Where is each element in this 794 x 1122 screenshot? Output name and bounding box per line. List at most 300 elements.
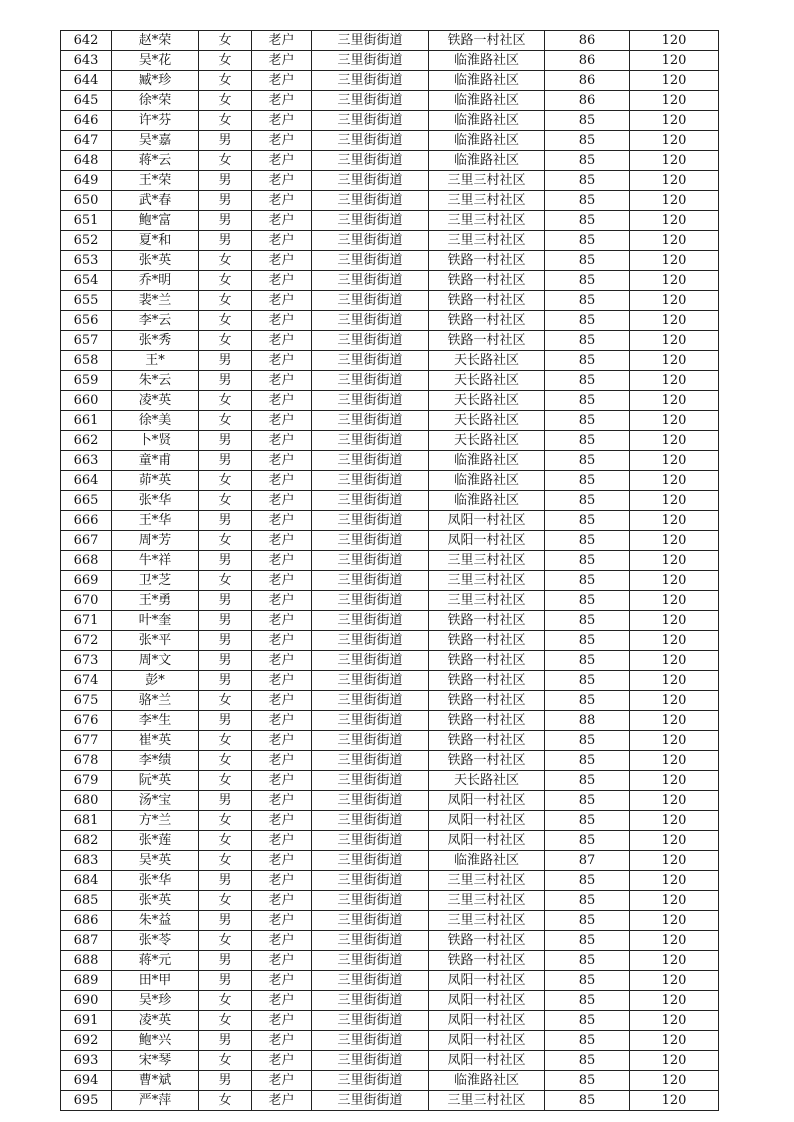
- name-cell: 田*甲: [112, 971, 199, 991]
- street-cell: 三里街街道: [312, 551, 429, 571]
- amount-cell: 120: [630, 331, 719, 351]
- community-cell: 临淮路社区: [429, 851, 545, 871]
- table-row: [61, 1091, 719, 1111]
- amount-cell: 120: [630, 131, 719, 151]
- gender-cell: 女: [199, 31, 252, 51]
- street-cell: 三里街街道: [312, 651, 429, 671]
- age-cell: 85: [545, 491, 630, 511]
- name-cell: 王*: [112, 351, 199, 371]
- name-cell: 周*文: [112, 651, 199, 671]
- age-cell: 85: [545, 1071, 630, 1091]
- row-number-cell: 655: [61, 291, 112, 311]
- amount-cell: 120: [630, 51, 719, 71]
- table-row: [61, 211, 719, 231]
- street-cell: 三里街街道: [312, 91, 429, 111]
- gender-cell: 男: [199, 631, 252, 651]
- amount-cell: 120: [630, 311, 719, 331]
- household-type-cell: 老户: [252, 671, 312, 691]
- row-number-cell: 648: [61, 151, 112, 171]
- community-cell: 凤阳一村社区: [429, 511, 545, 531]
- amount-cell: 120: [630, 151, 719, 171]
- household-type-cell: 老户: [252, 411, 312, 431]
- street-cell: 三里街街道: [312, 251, 429, 271]
- name-cell: 彭*: [112, 671, 199, 691]
- community-cell: 三里三村社区: [429, 1091, 545, 1111]
- table-row: [61, 291, 719, 311]
- age-cell: 85: [545, 211, 630, 231]
- table-row: [61, 611, 719, 631]
- community-cell: 铁路一村社区: [429, 251, 545, 271]
- row-number-cell: 695: [61, 1091, 112, 1111]
- table-row: [61, 1051, 719, 1071]
- name-cell: 李*生: [112, 711, 199, 731]
- household-type-cell: 老户: [252, 331, 312, 351]
- name-cell: 鲍*兴: [112, 1031, 199, 1051]
- community-cell: 铁路一村社区: [429, 751, 545, 771]
- age-cell: 85: [545, 1011, 630, 1031]
- table-row: [61, 311, 719, 331]
- row-number-cell: 679: [61, 771, 112, 791]
- street-cell: 三里街街道: [312, 751, 429, 771]
- table-row: [61, 331, 719, 351]
- street-cell: 三里街街道: [312, 1011, 429, 1031]
- gender-cell: 女: [199, 111, 252, 131]
- name-cell: 骆*兰: [112, 691, 199, 711]
- row-number-cell: 692: [61, 1031, 112, 1051]
- household-type-cell: 老户: [252, 291, 312, 311]
- household-type-cell: 老户: [252, 251, 312, 271]
- row-number-cell: 681: [61, 811, 112, 831]
- gender-cell: 男: [199, 231, 252, 251]
- row-number-cell: 694: [61, 1071, 112, 1091]
- household-type-cell: 老户: [252, 531, 312, 551]
- community-cell: 铁路一村社区: [429, 731, 545, 751]
- name-cell: 汤*宝: [112, 791, 199, 811]
- gender-cell: 女: [199, 151, 252, 171]
- amount-cell: 120: [630, 651, 719, 671]
- row-number-cell: 687: [61, 931, 112, 951]
- table-row: [61, 891, 719, 911]
- table-row: [61, 31, 719, 51]
- row-number-cell: 642: [61, 31, 112, 51]
- gender-cell: 男: [199, 951, 252, 971]
- row-number-cell: 678: [61, 751, 112, 771]
- age-cell: 86: [545, 91, 630, 111]
- table-row: [61, 431, 719, 451]
- gender-cell: 女: [199, 691, 252, 711]
- table-row: [61, 631, 719, 651]
- name-cell: 裴*兰: [112, 291, 199, 311]
- gender-cell: 男: [199, 911, 252, 931]
- amount-cell: 120: [630, 91, 719, 111]
- age-cell: 88: [545, 711, 630, 731]
- community-cell: 铁路一村社区: [429, 611, 545, 631]
- gender-cell: 男: [199, 431, 252, 451]
- amount-cell: 120: [630, 551, 719, 571]
- gender-cell: 男: [199, 211, 252, 231]
- street-cell: 三里街街道: [312, 451, 429, 471]
- community-cell: 三里三村社区: [429, 571, 545, 591]
- community-cell: 铁路一村社区: [429, 691, 545, 711]
- street-cell: 三里街街道: [312, 211, 429, 231]
- gender-cell: 女: [199, 311, 252, 331]
- amount-cell: 120: [630, 731, 719, 751]
- age-cell: 85: [545, 391, 630, 411]
- amount-cell: 120: [630, 991, 719, 1011]
- age-cell: 85: [545, 751, 630, 771]
- row-number-cell: 666: [61, 511, 112, 531]
- amount-cell: 120: [630, 1031, 719, 1051]
- age-cell: 85: [545, 111, 630, 131]
- row-number-cell: 651: [61, 211, 112, 231]
- table-row: [61, 391, 719, 411]
- community-cell: 三里三村社区: [429, 551, 545, 571]
- age-cell: 85: [545, 151, 630, 171]
- community-cell: 铁路一村社区: [429, 931, 545, 951]
- table-row: [61, 571, 719, 591]
- household-type-cell: 老户: [252, 31, 312, 51]
- name-cell: 曹*斌: [112, 1071, 199, 1091]
- age-cell: 85: [545, 591, 630, 611]
- household-type-cell: 老户: [252, 1071, 312, 1091]
- street-cell: 三里街街道: [312, 1031, 429, 1051]
- household-type-cell: 老户: [252, 351, 312, 371]
- table-row: [61, 951, 719, 971]
- amount-cell: 120: [630, 711, 719, 731]
- table-row: [61, 251, 719, 271]
- name-cell: 王*勇: [112, 591, 199, 611]
- amount-cell: 120: [630, 271, 719, 291]
- amount-cell: 120: [630, 351, 719, 371]
- row-number-cell: 662: [61, 431, 112, 451]
- household-type-cell: 老户: [252, 751, 312, 771]
- age-cell: 85: [545, 471, 630, 491]
- age-cell: 85: [545, 631, 630, 651]
- household-type-cell: 老户: [252, 811, 312, 831]
- amount-cell: 120: [630, 791, 719, 811]
- community-cell: 凤阳一村社区: [429, 531, 545, 551]
- amount-cell: 120: [630, 411, 719, 431]
- street-cell: 三里街街道: [312, 191, 429, 211]
- row-number-cell: 685: [61, 891, 112, 911]
- table-row: [61, 151, 719, 171]
- name-cell: 卜*贤: [112, 431, 199, 451]
- household-type-cell: 老户: [252, 131, 312, 151]
- street-cell: 三里街街道: [312, 731, 429, 751]
- amount-cell: 120: [630, 211, 719, 231]
- name-cell: 张*英: [112, 251, 199, 271]
- age-cell: 85: [545, 411, 630, 431]
- gender-cell: 男: [199, 191, 252, 211]
- household-type-cell: 老户: [252, 791, 312, 811]
- community-cell: 三里三村社区: [429, 911, 545, 931]
- table-row: [61, 591, 719, 611]
- name-cell: 童*甫: [112, 451, 199, 471]
- amount-cell: 120: [630, 571, 719, 591]
- street-cell: 三里街街道: [312, 811, 429, 831]
- name-cell: 崔*英: [112, 731, 199, 751]
- gender-cell: 女: [199, 471, 252, 491]
- household-type-cell: 老户: [252, 451, 312, 471]
- age-cell: 85: [545, 191, 630, 211]
- age-cell: 87: [545, 851, 630, 871]
- street-cell: 三里街街道: [312, 1091, 429, 1111]
- row-number-cell: 675: [61, 691, 112, 711]
- age-cell: 85: [545, 991, 630, 1011]
- gender-cell: 女: [199, 271, 252, 291]
- row-number-cell: 688: [61, 951, 112, 971]
- street-cell: 三里街街道: [312, 891, 429, 911]
- row-number-cell: 657: [61, 331, 112, 351]
- amount-cell: 120: [630, 951, 719, 971]
- gender-cell: 男: [199, 511, 252, 531]
- table-row: [61, 731, 719, 751]
- gender-cell: 女: [199, 731, 252, 751]
- name-cell: 徐*荣: [112, 91, 199, 111]
- amount-cell: 120: [630, 611, 719, 631]
- age-cell: 85: [545, 611, 630, 631]
- table-row: [61, 1031, 719, 1051]
- age-cell: 85: [545, 251, 630, 271]
- table-row: [61, 531, 719, 551]
- amount-cell: 120: [630, 911, 719, 931]
- community-cell: 临淮路社区: [429, 151, 545, 171]
- household-type-cell: 老户: [252, 231, 312, 251]
- table-row: [61, 171, 719, 191]
- table-row: [61, 1011, 719, 1031]
- row-number-cell: 667: [61, 531, 112, 551]
- age-cell: 85: [545, 291, 630, 311]
- amount-cell: 120: [630, 1011, 719, 1031]
- household-type-cell: 老户: [252, 51, 312, 71]
- community-cell: 铁路一村社区: [429, 671, 545, 691]
- community-cell: 三里三村社区: [429, 871, 545, 891]
- gender-cell: 女: [199, 531, 252, 551]
- gender-cell: 男: [199, 451, 252, 471]
- amount-cell: 120: [630, 31, 719, 51]
- gender-cell: 女: [199, 851, 252, 871]
- household-type-cell: 老户: [252, 591, 312, 611]
- street-cell: 三里街街道: [312, 271, 429, 291]
- household-type-cell: 老户: [252, 211, 312, 231]
- table-row: [61, 191, 719, 211]
- name-cell: 臧*珍: [112, 71, 199, 91]
- street-cell: 三里街街道: [312, 1071, 429, 1091]
- household-type-cell: 老户: [252, 71, 312, 91]
- gender-cell: 女: [199, 411, 252, 431]
- age-cell: 85: [545, 951, 630, 971]
- name-cell: 张*平: [112, 631, 199, 651]
- table-row: [61, 351, 719, 371]
- table-row: [61, 271, 719, 291]
- community-cell: 三里三村社区: [429, 171, 545, 191]
- row-number-cell: 659: [61, 371, 112, 391]
- table-row: [61, 991, 719, 1011]
- community-cell: 铁路一村社区: [429, 31, 545, 51]
- name-cell: 夏*和: [112, 231, 199, 251]
- name-cell: 周*芳: [112, 531, 199, 551]
- amount-cell: 120: [630, 371, 719, 391]
- gender-cell: 女: [199, 71, 252, 91]
- age-cell: 85: [545, 931, 630, 951]
- community-cell: 天长路社区: [429, 371, 545, 391]
- row-number-cell: 661: [61, 411, 112, 431]
- street-cell: 三里街街道: [312, 931, 429, 951]
- amount-cell: 120: [630, 691, 719, 711]
- age-cell: 85: [545, 551, 630, 571]
- street-cell: 三里街街道: [312, 991, 429, 1011]
- household-type-cell: 老户: [252, 871, 312, 891]
- age-cell: 85: [545, 871, 630, 891]
- street-cell: 三里街街道: [312, 851, 429, 871]
- household-type-cell: 老户: [252, 1091, 312, 1111]
- street-cell: 三里街街道: [312, 431, 429, 451]
- age-cell: 85: [545, 511, 630, 531]
- community-cell: 凤阳一村社区: [429, 791, 545, 811]
- row-number-cell: 676: [61, 711, 112, 731]
- street-cell: 三里街街道: [312, 371, 429, 391]
- row-number-cell: 680: [61, 791, 112, 811]
- gender-cell: 女: [199, 751, 252, 771]
- amount-cell: 120: [630, 111, 719, 131]
- gender-cell: 女: [199, 91, 252, 111]
- amount-cell: 120: [630, 671, 719, 691]
- household-type-cell: 老户: [252, 731, 312, 751]
- community-cell: 天长路社区: [429, 411, 545, 431]
- gender-cell: 男: [199, 351, 252, 371]
- name-cell: 严*萍: [112, 1091, 199, 1111]
- community-cell: 三里三村社区: [429, 891, 545, 911]
- street-cell: 三里街街道: [312, 1051, 429, 1071]
- household-type-cell: 老户: [252, 191, 312, 211]
- age-cell: 85: [545, 651, 630, 671]
- age-cell: 85: [545, 531, 630, 551]
- age-cell: 85: [545, 731, 630, 751]
- gender-cell: 男: [199, 671, 252, 691]
- amount-cell: 120: [630, 451, 719, 471]
- amount-cell: 120: [630, 1091, 719, 1111]
- amount-cell: 120: [630, 831, 719, 851]
- community-cell: 天长路社区: [429, 391, 545, 411]
- amount-cell: 120: [630, 1051, 719, 1071]
- age-cell: 85: [545, 451, 630, 471]
- gender-cell: 男: [199, 971, 252, 991]
- community-cell: 铁路一村社区: [429, 291, 545, 311]
- street-cell: 三里街街道: [312, 411, 429, 431]
- household-type-cell: 老户: [252, 911, 312, 931]
- gender-cell: 男: [199, 611, 252, 631]
- street-cell: 三里街街道: [312, 391, 429, 411]
- name-cell: 赵*荣: [112, 31, 199, 51]
- street-cell: 三里街街道: [312, 591, 429, 611]
- amount-cell: 120: [630, 751, 719, 771]
- household-type-cell: 老户: [252, 1051, 312, 1071]
- gender-cell: 女: [199, 391, 252, 411]
- table-row: [61, 651, 719, 671]
- community-cell: 临淮路社区: [429, 91, 545, 111]
- table-row: [61, 851, 719, 871]
- gender-cell: 女: [199, 1011, 252, 1031]
- household-type-cell: 老户: [252, 931, 312, 951]
- age-cell: 85: [545, 811, 630, 831]
- amount-cell: 120: [630, 971, 719, 991]
- table-row: [61, 671, 719, 691]
- age-cell: 85: [545, 371, 630, 391]
- gender-cell: 女: [199, 571, 252, 591]
- age-cell: 85: [545, 771, 630, 791]
- amount-cell: 120: [630, 471, 719, 491]
- household-type-cell: 老户: [252, 891, 312, 911]
- amount-cell: 120: [630, 531, 719, 551]
- row-number-cell: 693: [61, 1051, 112, 1071]
- community-cell: 铁路一村社区: [429, 271, 545, 291]
- age-cell: 85: [545, 911, 630, 931]
- community-cell: 铁路一村社区: [429, 631, 545, 651]
- amount-cell: 120: [630, 851, 719, 871]
- age-cell: 85: [545, 171, 630, 191]
- table-row: [61, 871, 719, 891]
- street-cell: 三里街街道: [312, 691, 429, 711]
- gender-cell: 男: [199, 371, 252, 391]
- row-number-cell: 658: [61, 351, 112, 371]
- age-cell: 85: [545, 311, 630, 331]
- amount-cell: 120: [630, 171, 719, 191]
- amount-cell: 120: [630, 251, 719, 271]
- household-type-cell: 老户: [252, 431, 312, 451]
- community-cell: 临淮路社区: [429, 1071, 545, 1091]
- row-number-cell: 670: [61, 591, 112, 611]
- row-number-cell: 647: [61, 131, 112, 151]
- community-cell: 临淮路社区: [429, 111, 545, 131]
- street-cell: 三里街街道: [312, 291, 429, 311]
- amount-cell: 120: [630, 871, 719, 891]
- gender-cell: 女: [199, 811, 252, 831]
- row-number-cell: 669: [61, 571, 112, 591]
- community-cell: 三里三村社区: [429, 231, 545, 251]
- age-cell: 85: [545, 231, 630, 251]
- name-cell: 许*芬: [112, 111, 199, 131]
- community-cell: 临淮路社区: [429, 451, 545, 471]
- name-cell: 吴*花: [112, 51, 199, 71]
- table-row: [61, 691, 719, 711]
- name-cell: 张*英: [112, 891, 199, 911]
- age-cell: 85: [545, 331, 630, 351]
- age-cell: 85: [545, 691, 630, 711]
- street-cell: 三里街街道: [312, 771, 429, 791]
- row-number-cell: 664: [61, 471, 112, 491]
- gender-cell: 女: [199, 931, 252, 951]
- street-cell: 三里街街道: [312, 491, 429, 511]
- household-type-cell: 老户: [252, 171, 312, 191]
- name-cell: 蒋*云: [112, 151, 199, 171]
- table-row: [61, 471, 719, 491]
- street-cell: 三里街街道: [312, 671, 429, 691]
- table-body: [61, 31, 719, 1111]
- table-row: [61, 451, 719, 471]
- community-cell: 天长路社区: [429, 351, 545, 371]
- row-number-cell: 684: [61, 871, 112, 891]
- amount-cell: 120: [630, 291, 719, 311]
- name-cell: 王*荣: [112, 171, 199, 191]
- name-cell: 方*兰: [112, 811, 199, 831]
- table-row: [61, 971, 719, 991]
- household-type-cell: 老户: [252, 631, 312, 651]
- gender-cell: 男: [199, 1071, 252, 1091]
- row-number-cell: 689: [61, 971, 112, 991]
- name-cell: 张*华: [112, 491, 199, 511]
- subsidy-roster-table: [60, 30, 719, 1111]
- street-cell: 三里街街道: [312, 791, 429, 811]
